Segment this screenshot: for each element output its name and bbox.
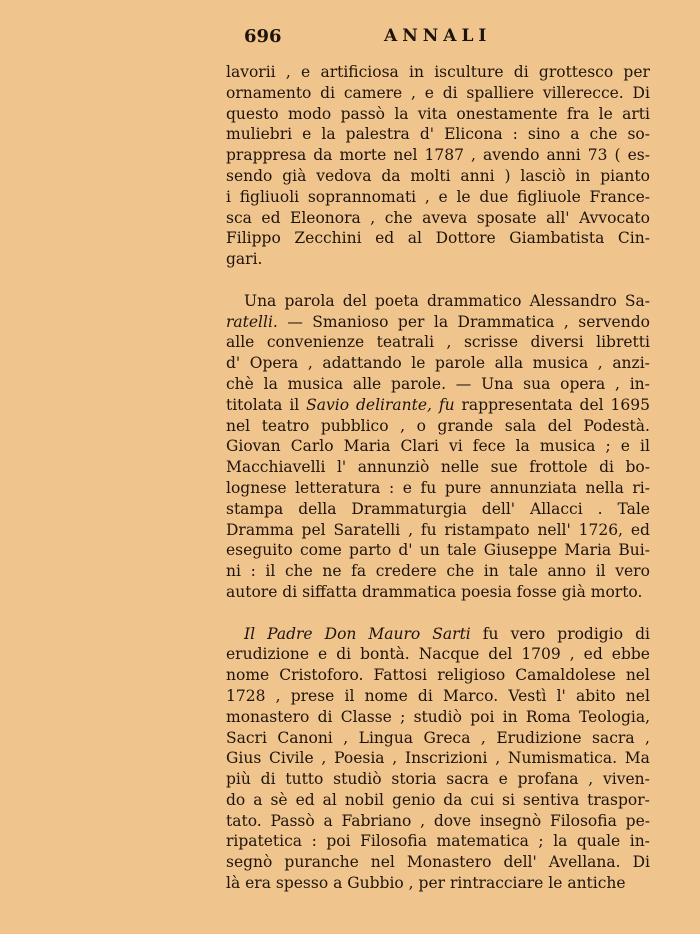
text-line: sendo già vedova da molti anni ) lasciò in pianto: [226, 166, 650, 185]
text-line: là era spesso a Gubbio , per rintracciare le antiche: [226, 874, 626, 893]
text-line: gari.: [226, 250, 263, 269]
page-header: [244, 26, 650, 52]
paragraph-gap: [226, 603, 650, 624]
text-line: ni : il che ne fa credere che in tale anno il vero: [226, 562, 650, 581]
text-line: Gius Civile , Poesia , Inscrizioni , Numismatica. Ma: [226, 749, 650, 768]
text-line: nome Cristoforo. Fattosi religioso Camaldolese nel: [226, 666, 650, 685]
text-line: questo modo passò la vita onestamente fra le arti: [226, 104, 650, 123]
body-text: [226, 62, 650, 894]
text-line: prappresa da morte nel 1787 , avendo anni 73 ( es-: [226, 146, 650, 165]
running-title: ANNALI: [384, 26, 492, 46]
text-line: più di tutto studiò storia sacra e profana , viven-: [226, 770, 650, 789]
text-line: d' Opera , adattando le parole alla musica , anzi-: [226, 354, 650, 373]
text-line: nel teatro pubblico , o grande sala del Podestà.: [226, 416, 650, 435]
page-number: 696: [244, 26, 282, 47]
text-line: Macchiavelli l' annunziò nelle sue frottole di bo-: [226, 458, 650, 477]
text-line: Sacri Canoni , Lingua Greca , Erudizione sacra ,: [226, 728, 650, 747]
text-line: eseguito come parto d' un tale Giuseppe Maria Bui-: [226, 541, 650, 560]
text-line: tato. Passò a Fabriano , dove insegnò Filosofia pe-: [226, 811, 650, 830]
text-line: sca ed Eleonora , che aveva sposate all' Avvocato: [226, 208, 650, 227]
text-line: segnò puranche nel Monastero dell' Avellana. Di: [226, 853, 650, 872]
text-line: muliebri e la palestra d' Elicona : sino a che so-: [226, 125, 650, 144]
text-line: Giovan Carlo Maria Clari vi fece la musica ; e il: [226, 437, 650, 456]
text-line: lognese letteratura : e fu pure annunziata nella ri-: [226, 478, 650, 497]
text-line: Filippo Zecchini ed al Dottore Giambatista Cin-: [226, 229, 650, 248]
text-line: i figliuoli soprannomati , e le due figliuole France-: [226, 187, 650, 206]
text-line: erudizione e di bontà. Nacque del 1709 , ed ebbe: [226, 645, 650, 664]
text-line: Una parola del poeta drammatico Alessandro Sa-: [244, 291, 650, 310]
text-line: ratelli. — Smanioso per la Drammatica , servendo: [226, 312, 650, 331]
text-line: autore di siffatta drammatica poesia fosse già morto.: [226, 582, 643, 601]
paragraph-gap: [226, 270, 650, 291]
text-line: titolata il Savio delirante, fu rappresentata del 1695: [226, 395, 650, 414]
text-line: monastero di Classe ; studiò poi in Roma Teologia,: [226, 707, 650, 726]
text-line: ornamento di camere , e di spalliere villerecce. Di: [226, 83, 650, 102]
text-line: chè la musica alle parole. — Una sua opera , in-: [226, 374, 650, 393]
text-line: 1728 , prese il nome di Marco. Vestì l' abito nel: [226, 686, 650, 705]
text-line: Il Padre Don Mauro Sarti fu vero prodigio di: [244, 624, 650, 643]
text-line: ripatetica : poi Filosofia matematica ; la quale in-: [226, 832, 650, 851]
text-line: do a sè ed al nobil genio da cui si sentiva traspor-: [226, 790, 650, 809]
text-line: stampa della Drammaturgia dell' Allacci . Tale: [226, 499, 650, 518]
text-line: Dramma pel Saratelli , fu ristampato nell' 1726, ed: [226, 520, 650, 539]
text-line: lavorii , e artificiosa in isculture di grottesco per: [226, 63, 650, 81]
text-line: alle convenienze teatrali , scrisse diversi libretti: [226, 333, 650, 352]
